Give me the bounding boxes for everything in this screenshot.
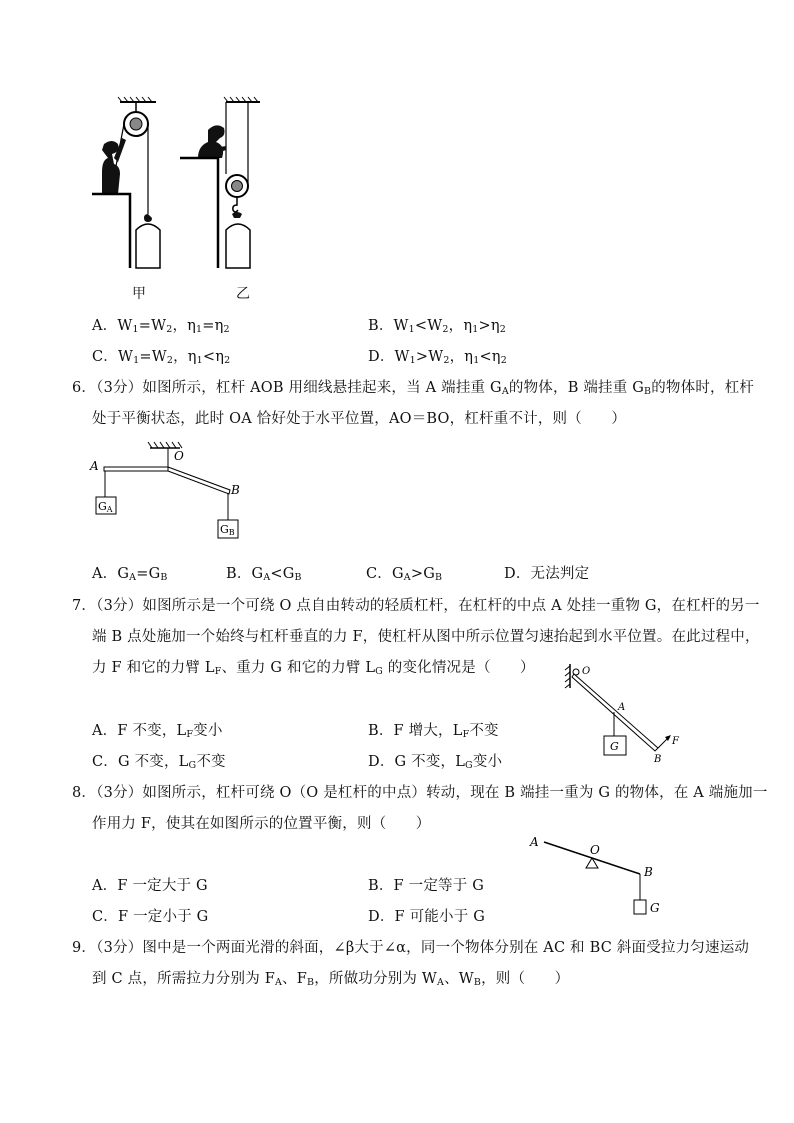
opt-text: =W (139, 349, 167, 365)
q7-label-f: F (672, 736, 679, 747)
sub: 1 (132, 324, 139, 335)
q6-stem-line2: 处于平衡状态，此时 OA 恰好处于水平位置，AO＝BO，杠杆重不计，则（ ） (92, 411, 627, 427)
q7-stem-line3 (92, 656, 535, 677)
sub: A (437, 977, 445, 988)
opt-text: <η (202, 349, 225, 365)
opt-text: <G (270, 566, 295, 582)
stem-text: 的变化情况是（ ） (382, 660, 535, 676)
sub: B (307, 977, 315, 988)
q8-stem-line2: 作用力 F，使其在如图所示的位置平衡，则（ ） (92, 816, 431, 832)
q8-option-c[interactable]: C．F 一定小于 G (92, 909, 209, 925)
q9-stem-line1: 9．（3分）图中是一个两面光滑的斜面，∠β大于∠α，同一个物体分别在 AC 和 BC 斜面受拉力匀速运动 (72, 940, 750, 956)
q8-label-o: O (590, 843, 600, 857)
q6-label-o: O (174, 449, 184, 463)
opt-text: ，η (448, 318, 473, 334)
q6-option-a[interactable] (92, 562, 168, 583)
q7-stem-line2: 端 B 点处施加一个始终与杠杆垂直的力 F，使杠杆从图中所示位置匀速抬起到水平位置。在此过程中， (92, 629, 760, 645)
stem-text: 、F (282, 971, 308, 987)
sub: 1 (472, 324, 479, 335)
q8-label-a: A (530, 835, 539, 849)
stem-text: 、重力 G 和它的力臂 L (221, 660, 376, 676)
opt-text: A．W (92, 318, 133, 334)
sub: 2 (499, 324, 506, 335)
sub: G (188, 760, 197, 771)
q5-option-a[interactable] (92, 314, 230, 335)
sub: A (263, 572, 271, 583)
sub: 2 (166, 324, 173, 335)
q7-stem-line1: 7．（3分）如图所示是一个可绕 O 点自由转动的轻质杠杆，在杠杆的中点 A 处挂一重物 G，在杠杆的另一 (72, 598, 760, 614)
opt-text: B．F 增大，L (368, 723, 463, 739)
stem-text: 、W (444, 971, 474, 987)
q7-label-o: O (582, 666, 591, 677)
q7-lever-figure (562, 660, 692, 770)
q6-label-b: B (231, 483, 240, 497)
sub: 2 (442, 324, 449, 335)
sub: B (160, 572, 168, 583)
stem-text: 力 F 和它的力臂 L (92, 660, 215, 676)
opt-text: >W (415, 349, 444, 365)
sub: 1 (409, 355, 416, 366)
sub: 1 (196, 355, 203, 366)
q8-stem-line1: 8．（3分）如图所示，杠杆可绕 O（O 是杠杆的中点）转动，现在 B 端挂一重为 G 的物体，在 A 端施加一 (72, 785, 768, 801)
opt-text: >G (410, 566, 435, 582)
sub: A (501, 386, 509, 397)
sub: 2 (443, 355, 450, 366)
opt-text: >η (478, 318, 500, 334)
opt-text: =η (202, 318, 224, 334)
q8-option-a[interactable]: A．F 一定大于 G (92, 878, 208, 894)
sub: B (473, 977, 482, 988)
q7-option-d[interactable] (368, 750, 502, 771)
q5-pulley-figure (88, 96, 278, 306)
opt-text: B．G (226, 566, 264, 582)
stem-text: 6．（3分）如图所示，杠杆 AOB 用细线悬挂起来，当 A 端挂重 G (72, 380, 502, 396)
sub: G (465, 760, 473, 771)
q6-option-c[interactable] (366, 562, 442, 583)
q6-option-d[interactable]: D．无法判定 (504, 566, 590, 582)
opt-text: 变小 (193, 723, 223, 739)
fig-label-yi: 乙 (236, 286, 250, 302)
sub: A (274, 977, 283, 988)
opt-text: ，η (172, 318, 197, 334)
q8-option-d[interactable]: D．F 可能小于 G (368, 909, 485, 925)
stem-text: 到 C 点，所需拉力分别为 F (92, 971, 275, 987)
q7-label-a: A (618, 702, 626, 713)
opt-text: ，η (449, 349, 474, 365)
q7-option-c[interactable] (92, 750, 226, 771)
q7-option-a[interactable] (92, 719, 223, 740)
q7-option-b[interactable] (368, 719, 499, 740)
q9-stem-line2 (92, 967, 569, 988)
sub: G (375, 666, 383, 677)
opt-text: ，η (173, 349, 197, 365)
sub: A (129, 572, 137, 583)
q7-label-b: B (654, 754, 662, 765)
q6-label-a: A (90, 459, 99, 473)
opt-text: C．W (92, 349, 134, 365)
sub: F (462, 729, 470, 740)
sub: 1 (133, 355, 140, 366)
sub: 2 (223, 324, 230, 335)
sub: A (403, 572, 411, 583)
opt-text: D．W (368, 349, 410, 365)
q5-option-c[interactable] (92, 345, 230, 366)
q5-option-b[interactable] (368, 314, 506, 335)
sub: 2 (500, 355, 507, 366)
opt-text: 不变 (196, 754, 226, 770)
opt-text: <η (479, 349, 501, 365)
sub: B (644, 386, 652, 397)
opt-text: 变小 (472, 754, 503, 770)
fig-label-jia: 甲 (132, 286, 146, 302)
stem-text: ，所做功分别为 W (314, 971, 438, 987)
q6-gb-label: GB (220, 523, 235, 537)
q8-label-b: B (644, 865, 653, 879)
opt-text: <W (414, 318, 443, 334)
q6-ga-label: GA (98, 500, 113, 514)
q8-option-b[interactable]: B．F 一定等于 G (368, 878, 485, 894)
opt-text: D．G 不变，L (368, 754, 466, 770)
sub: 2 (224, 355, 231, 366)
opt-text: C．G (366, 566, 404, 582)
q6-lever-figure (88, 440, 258, 545)
q5-option-d[interactable] (368, 345, 507, 366)
stem-text: 的物体时，杠杆 (651, 380, 755, 396)
sub: F (214, 666, 222, 677)
q6-option-b[interactable] (226, 562, 302, 583)
opt-text: B．W (368, 318, 409, 334)
opt-text: A．F 不变，L (92, 723, 187, 739)
q8-label-g: G (650, 901, 660, 915)
stem-text: ，则（ ） (481, 971, 570, 987)
sub: 1 (196, 324, 203, 335)
opt-text: =W (138, 318, 167, 334)
q7-label-g: G (610, 740, 619, 753)
q6-stem-line1 (72, 376, 754, 397)
q8-lever-figure (528, 832, 668, 922)
sub: B (294, 572, 302, 583)
sub: 2 (166, 355, 174, 366)
opt-text: A．G (92, 566, 130, 582)
opt-text: 不变 (469, 723, 499, 739)
opt-text: =G (136, 566, 161, 582)
opt-text: C．G 不变，L (92, 754, 189, 770)
sub: 1 (408, 324, 415, 335)
sub: 1 (473, 355, 480, 366)
sub: F (186, 729, 194, 740)
stem-text: 的物体，B 端挂重 G (508, 380, 645, 396)
sub: B (434, 572, 443, 583)
